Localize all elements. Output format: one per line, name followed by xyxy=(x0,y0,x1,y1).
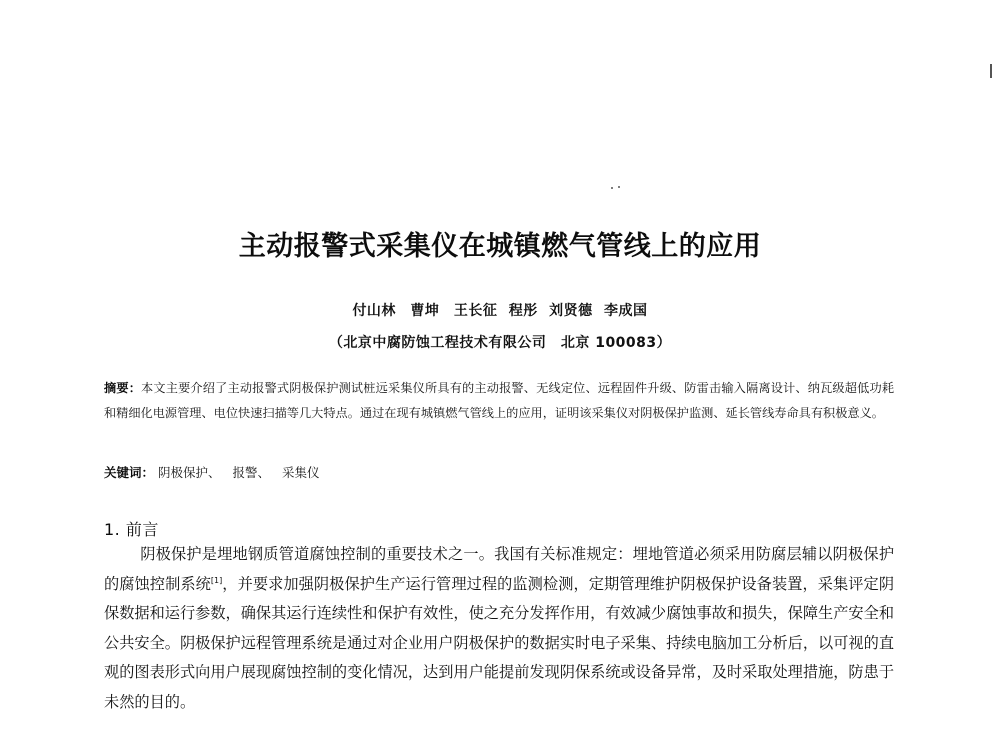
section-heading-introduction: 1. 前言 xyxy=(104,520,159,539)
abstract-block xyxy=(104,376,894,426)
introduction-paragraph xyxy=(104,540,894,717)
keyword-item: 阴极保护、 xyxy=(158,465,221,480)
scan-speck xyxy=(990,64,992,78)
keywords-block xyxy=(104,463,328,481)
citation-reference[interactable]: [1] xyxy=(210,575,223,585)
paragraph-text-part2: ，并要求加强阴极保护生产运行管理过程的监测检测，定期管理维护阴极保护设备装置，采集评定阴保数据和运行参数，确保其运行连续性和保护有效性，使之充分发挥作用，有效减少腐蚀事故和损失，保障生产安全和公共安全。阴极保护远程管理系统是通过对企业用户阴极保护的数据实时电子采集、持续电脑加工分析后，以可视的直观的图表形式向用户展现腐蚀控制的变化情况，达到用户能提前发现阴保系统或设备异常，及时采取处理措施，防患于未然的目的。 xyxy=(104,574,895,711)
paper-title: 主动报警式采集仪在城镇燃气管线上的应用 xyxy=(238,231,762,262)
author-affiliation: （北京中腐防蚀工程技术有限公司 北京 100083） xyxy=(328,335,672,351)
paragraph-text-part1: 阴极保护是埋地钢质管道腐蚀控制的重要技术之一。我国有关标准规定：埋地管道必须采用防腐层辅以阴极保护的腐蚀控制系统 xyxy=(104,545,894,593)
abstract-text: 本文主要介绍了主动报警式阴极保护测试桩远采集仪所具有的主动报警、无线定位、远程固件升级、防雷击输入隔离设计、纳瓦级超低功耗和精细化电源管理、电位快速扫描等几大特点。通过在现有城镇燃气管线上的应用，证明该采集仪对阴极保护监测、延长管线寿命具有积极意义。 xyxy=(104,381,895,420)
keyword-item: 采集仪 xyxy=(282,465,320,480)
keywords-label: 关键词： xyxy=(104,465,155,480)
author-list: 付山林 曹坤 王长征 程彤 刘贤德 李成国 xyxy=(352,303,648,319)
scan-speck xyxy=(618,186,620,188)
scan-speck xyxy=(611,187,613,189)
keyword-item: 报警、 xyxy=(232,465,271,480)
abstract-label: 摘要： xyxy=(104,381,142,395)
